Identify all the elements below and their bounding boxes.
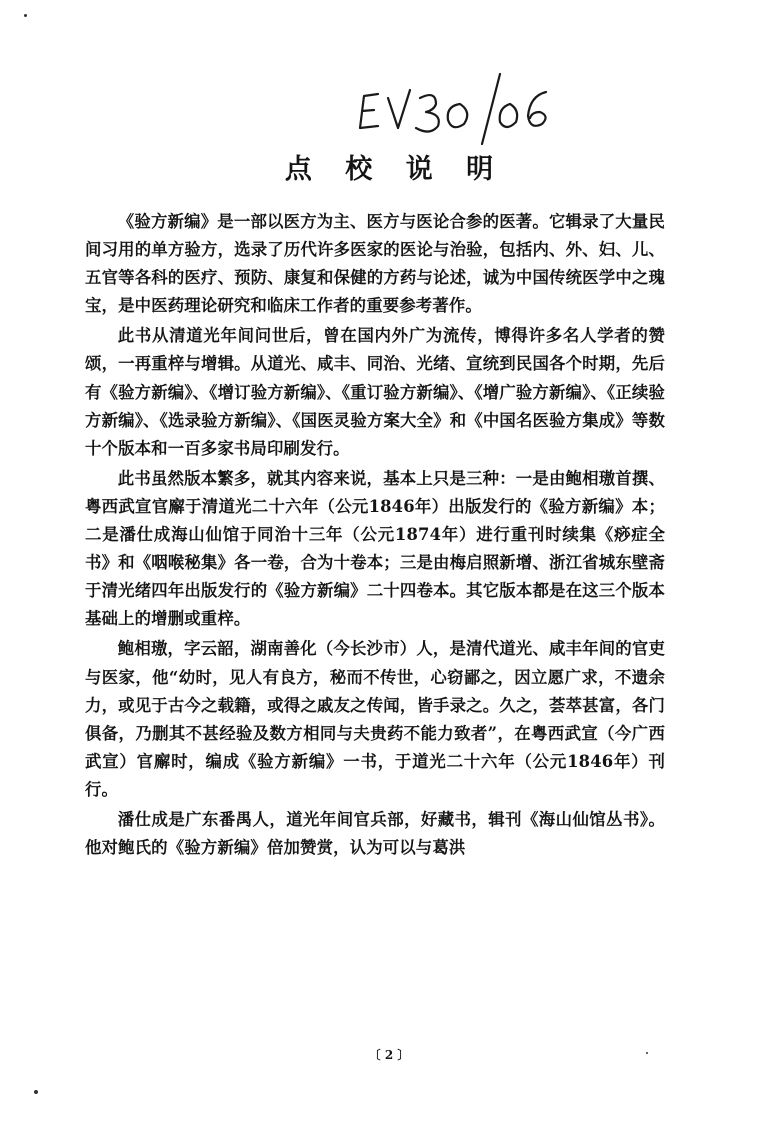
handwritten-annotation [350,66,570,156]
handwritten-note-text: EV30/06 [350,66,355,67]
scan-speck [646,1052,648,1054]
page-number: 〔 2 〕 [368,1048,410,1062]
scan-speck [24,14,27,17]
scan-speck [34,1090,38,1094]
paragraph-4: 鲍相璈，字云韶，湖南善化（今长沙市）人，是清代道光、咸丰年间的官吏与医家，他“幼时，见人有良方，秘而不传世，心窃鄙之，因立愿广求，不遗余力，或见于古今之载籍，或得之戚友之传闻，皆手录之。久之，荟萃甚富，各门俱备，乃删其不甚经验及数方相同与夫贵药不能力致者”，在粤西武宣（今广西武宣）官廨时，编成《验方新编》一书，于道光二十六年（公元1846年）刊行。 [85,639,665,799]
paragraph-3: 此书虽然版本繁多，就其内容来说，基本上只是三种：一是由鲍相璈首撰、粤西武宣官廨于清道光二十六年（公元1846年）出版发行的《验方新编》本；二是潘仕成海山仙馆于同治十三年（公元1874年）进行重刊时续集《痧症全书》和《咽喉秘集》各一卷，合为十卷本；三是由梅启照新增、浙江省城东壁斋于清光绪四年出版发行的《验方新编》二十四卷本。其它版本都是在这三个版本基础上的增删或重梓。 [85,468,665,629]
paragraph-1: 《验方新编》是一部以医方为主、医方与医论合参的医著。它辑录了大量民间习用的单方验方，选录了历代许多医家的医论与治验，包括内、外、妇、儿、五官等各科的医疗、预防、康复和保健的方药与论述，诚为中国传统医学中之瑰宝，是中医药理论研究和临床工作者的重要参考著作。 [85,212,665,316]
page-title: 点 校 说 明 [284,154,506,185]
body-text [85,208,665,862]
paragraph-5: 潘仕成是广东番禺人，道光年间官兵部，好藏书，辑刊《海山仙馆丛书》。他对鲍氏的《验方新编》倍加赞赏，认为可以与葛洪 [85,809,665,858]
paragraph-2: 此书从清道光年间问世后，曾在国内外广为流传，博得许多名人学者的赞颂，一再重梓与增辑。从道光、咸丰、同治、光绪、宣统到民国各个时期，先后有《验方新编》、《增订验方新编》、《重订验方新编》、《增广验方新编》、《正续验方新编》、《选录验方新编》、《国医灵验方案大全》和《中国名医验方集成》等数十个版本和一百多家书局印刷发行。 [85,326,665,458]
